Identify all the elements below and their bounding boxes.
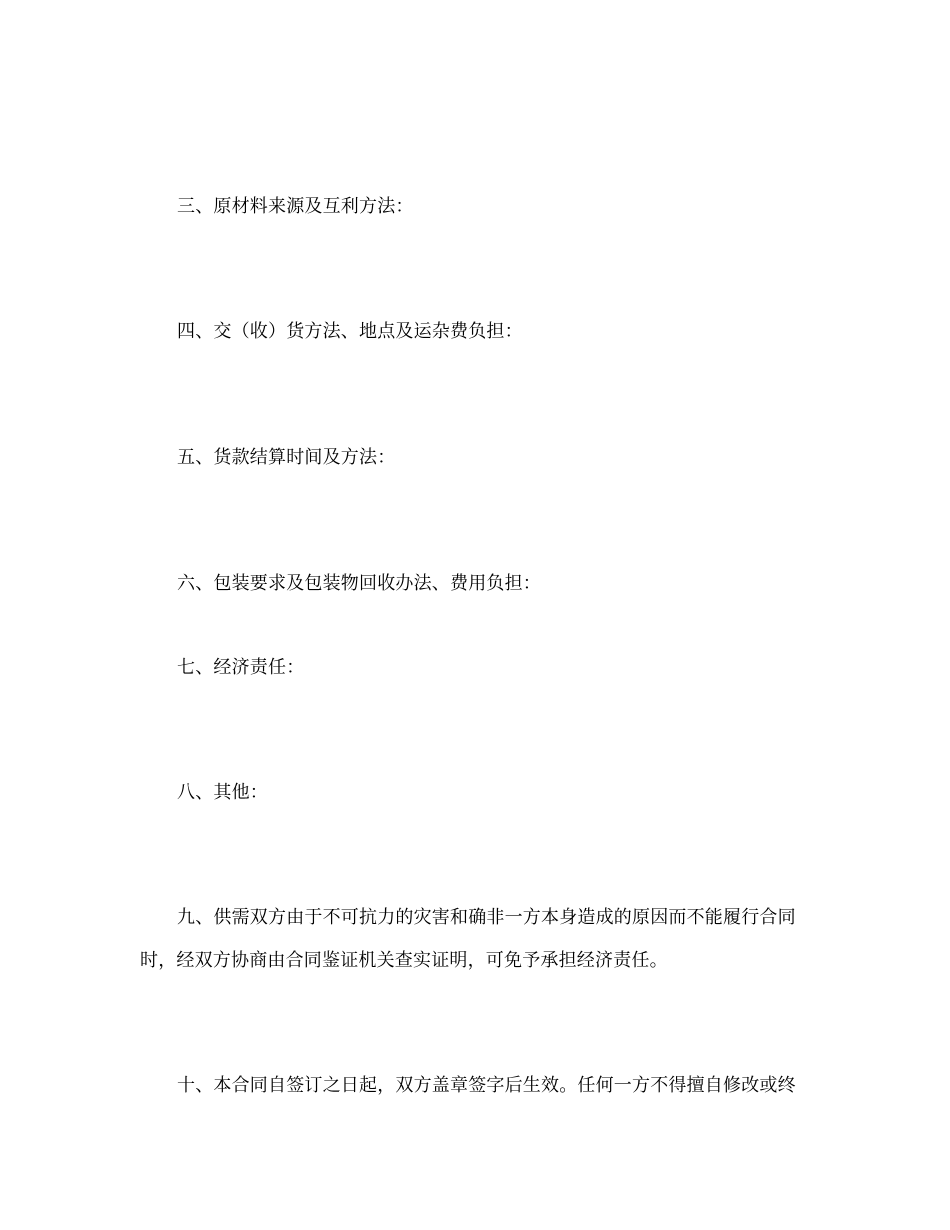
clause-10: 十、本合同自签订之日起，双方盖章签字后生效。任何一方不得擅自修改或终 [177,1075,796,1096]
clause-5: 五、货款结算时间及方法： [177,447,396,468]
clause-7: 七、经济责任： [177,657,305,678]
clause-9-line-1: 九、供需双方由于不可抗力的灾害和确非一方本身造成的原因而不能履行合同 [177,907,796,928]
clause-8: 八、其他： [177,782,268,803]
clause-4: 四、交（收）货方法、地点及运杂费负担： [177,321,523,342]
clause-3: 三、原材料来源及互利方法： [177,196,414,217]
clause-6: 六、包装要求及包装物回收办法、费用负担： [177,573,541,594]
clause-9-line-2: 时，经双方协商由合同鉴证机关查实证明，可免予承担经济责任。 [140,950,668,971]
